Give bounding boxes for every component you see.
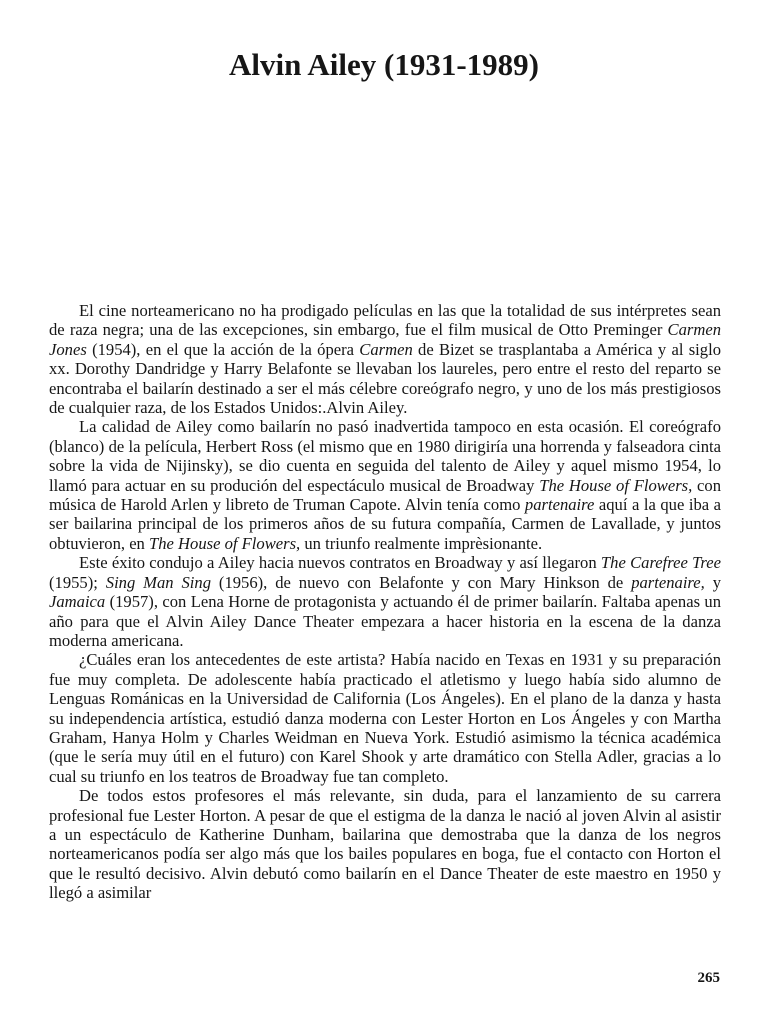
italic-title: Carmen	[359, 339, 413, 359]
text-run: (1956), de nuevo con Belafonte y con Mary Hinkson de	[211, 572, 632, 592]
italic-title: Carmen Jones	[49, 320, 721, 359]
text-run: La calidad de Ailey como bailarín no pasó inadvertida tampoco en esta ocasión. El coreógrafo (blanco) de la película, Herbert Ross (el mismo que en 1980 dirigiría una horrenda y falseadora cinta sobre la vida de Nijinsky), se dio cuenta en seguida del talento de Ailey y aquel mismo 1954, lo llamó para actuar en su produción del espectáculo musical de Broadway	[49, 417, 721, 495]
text-run: (1955);	[49, 572, 106, 592]
italic-title: The House of Flowers,	[149, 533, 301, 553]
paragraph	[49, 786, 721, 902]
italic-title: partenaire	[524, 495, 595, 515]
italic-title: Sing Man Sing	[105, 572, 212, 592]
page-number: 265	[697, 970, 720, 986]
paragraph	[49, 417, 721, 553]
page-title: Alvin Ailey (1931-1989)	[229, 47, 539, 82]
text-run: ¿Cuáles eran los antecedentes de este artista? Había nacido en Texas en 1931 y su preparación fue muy completa. De adolescente había practicado el atletismo y luego había sido alumno de Lenguas Románicas en la Universidad de California (Los Ángeles). En el plano de la danza y hasta su independencia artística, estudió danza moderna con Lester Horton en Los Ángeles y con Martha Graham, Hanya Holm y Charles Weidman en Nueva York. Estudió asimismo la técnica académica (que le sería muy útil en el futuro) con Karel Shook y arte dramático con Stella Adler, gracias a lo cual su triunfo en los teatros de Broadway fue tan completo.	[49, 650, 721, 786]
text-run: (1954), en el que la acción de la ópera	[86, 339, 360, 359]
italic-title: partenaire,	[631, 572, 705, 592]
paragraph	[49, 650, 721, 786]
paragraph	[49, 553, 721, 650]
italic-title: The House of Flowers,	[539, 475, 693, 495]
text-run: con música de Harold Arlen y libreto de Truman Capote. Alvin tenía como	[49, 475, 722, 515]
italic-title: The Carefree Tree	[600, 553, 722, 573]
paragraph	[49, 301, 721, 417]
text-run: El cine norteamericano no ha prodigado películas en las que la totalidad de sus intérpretes sean de raza negra; una de las excepciones, sin embargo, fue el film musical de Otto Preminger	[49, 301, 721, 340]
body-text	[49, 301, 721, 903]
text-run: de Bizet se trasplantaba a América y al siglo xx. Dorothy Dandridge y Harry Belafonte se llevaban los laureles, pero entre el resto del reparto se encontraba el bailarín destinado a ser el más célebre coreógrafo negro, y uno de los más prestigiosos de cualquier raza, de los Estados Unidos:.Alvin Ailey.	[49, 339, 721, 418]
text-run: y	[704, 572, 722, 592]
text-run: De todos estos profesores el más relevante, sin duda, para el lanzamiento de su carrera profesional fue Lester Horton. A pesar de que el estigma de la danza le nació al joven Alvin al asistir a un espectáculo de Katherine Dunham, bailarina que demostraba que la danza de los negros norteamericanos podía ser algo más que los bailes populares en boga, fue el contacto con Horton el que le resultó decisivo. Alvin debutó como bailarín en el Dance Theater de este maestro en 1950 y llegó a asimilar	[49, 786, 721, 903]
text-run: aquí a la que iba a ser bailarina principal de los primeros años de su futura compañía, Carmen de Lavallade, y juntos obtuvieron, en	[49, 495, 721, 553]
text-run: Este éxito condujo a Ailey hacia nuevos contratos en Broadway y así llegaron	[79, 553, 601, 573]
italic-title: Jamaica	[49, 592, 106, 612]
text-run: (1957), con Lena Horne de protagonista y actuando él de primer bailarín. Faltaba apenas un año para que el Alvin Ailey Dance Theater empezara a hacer historia en la escena de la danza moderna americana.	[49, 592, 721, 650]
text-run: un triunfo realmente imprèsionante.	[300, 533, 543, 553]
